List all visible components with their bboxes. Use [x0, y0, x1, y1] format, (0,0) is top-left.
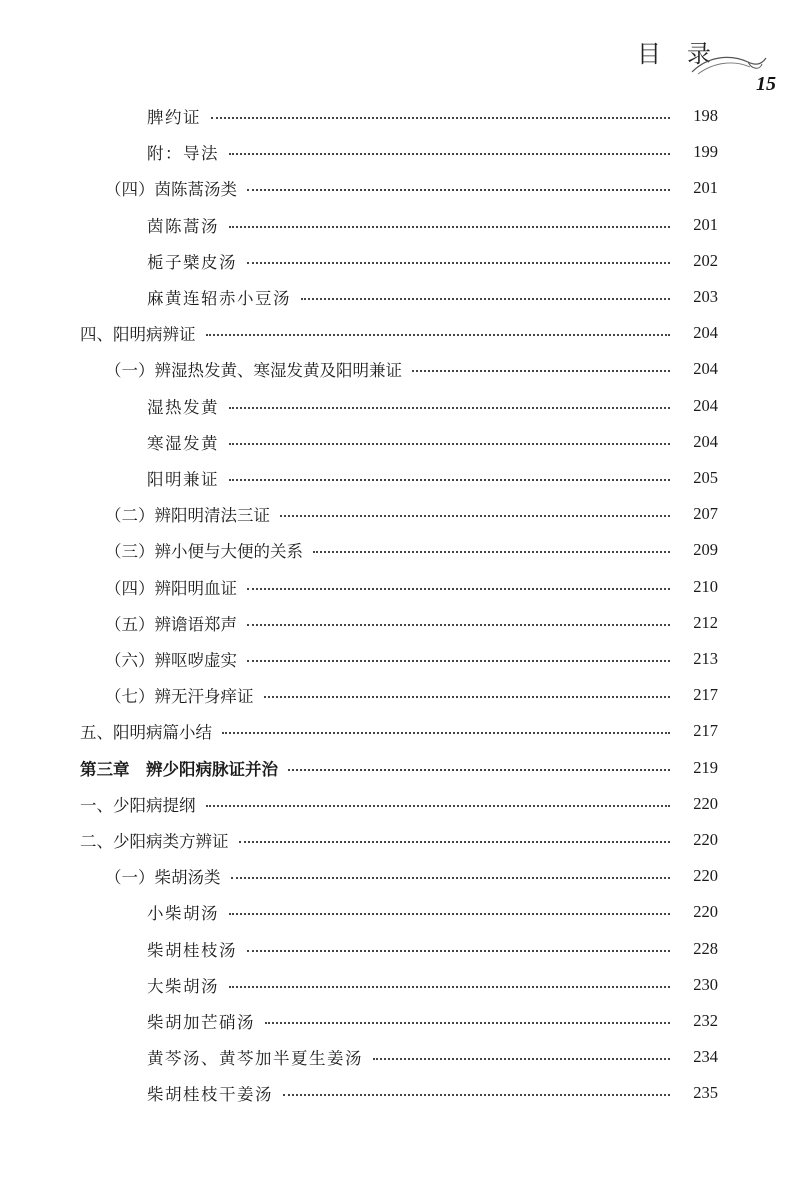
toc-entry[interactable]	[147, 931, 718, 967]
toc-entry-page: 203	[693, 287, 718, 306]
toc-entry-title: 大柴胡汤	[147, 976, 219, 996]
toc-entry-page: 202	[693, 250, 718, 270]
toc-entry[interactable]	[147, 894, 718, 930]
toc-entry-page: 232	[693, 1011, 718, 1030]
toc-entry-page: 209	[693, 540, 718, 560]
header-title: 目录	[637, 40, 737, 68]
toc-entry[interactable]	[80, 713, 718, 749]
toc-entry[interactable]	[80, 315, 718, 351]
dot-leader	[373, 1054, 670, 1060]
toc-entry[interactable]	[80, 750, 718, 786]
dot-leader	[247, 620, 670, 626]
toc-entry[interactable]	[147, 1039, 718, 1075]
toc-entry-title: （六）辨呕哕虚实	[105, 651, 237, 670]
toc-entry-page: 234	[693, 1047, 718, 1067]
toc-entry-title: （一）柴胡汤类	[105, 868, 221, 888]
toc-entry[interactable]	[147, 460, 718, 496]
dot-leader	[229, 475, 670, 481]
dot-leader	[222, 728, 670, 734]
toc-entry-page: 201	[693, 214, 718, 234]
toc-entry-title: 一、少阳病提纲	[80, 795, 196, 815]
toc-entry-title: 小柴胡汤	[147, 904, 219, 924]
page-number: 15	[756, 73, 776, 95]
toc-entry-title: （三）辨小便与大便的关系	[105, 542, 303, 562]
toc-entry-page: 205	[693, 468, 718, 487]
toc-entry-title: 第三章 辨少阳病脉证并治	[80, 759, 278, 779]
toc-entry-page: 204	[693, 395, 718, 415]
toc-entry-page: 220	[693, 902, 718, 922]
toc-entry-title: （一）辨湿热发黄、寒湿发黄及阳明兼证	[105, 361, 402, 381]
toc-entry[interactable]	[80, 822, 718, 858]
toc-entry-title: （二）辨阳明清法三证	[105, 506, 270, 526]
dot-leader	[239, 837, 671, 843]
toc-entry[interactable]	[147, 207, 718, 243]
toc-entry-page: 198	[693, 106, 718, 125]
toc-entry[interactable]	[147, 134, 718, 170]
dot-leader	[229, 403, 670, 409]
toc-entry-page: 220	[693, 830, 718, 849]
toc-entry[interactable]	[147, 279, 718, 315]
toc-entry-page: 204	[693, 359, 718, 379]
dot-leader	[412, 366, 670, 372]
dot-leader	[288, 765, 670, 771]
dot-leader	[229, 909, 670, 915]
toc-entry-title: 湿热发黄	[147, 397, 219, 417]
toc-entry-page: 199	[693, 142, 718, 162]
dot-leader	[265, 1018, 670, 1024]
dot-leader	[229, 149, 670, 155]
toc-entry-title: （四）辨阳明血证	[105, 578, 237, 598]
toc-entry-page: 212	[693, 612, 718, 632]
dot-leader	[247, 584, 670, 590]
toc-entry-title: 茵陈蒿汤	[147, 216, 219, 236]
toc-entry-title: 脾约证	[147, 108, 201, 127]
toc-entry[interactable]	[105, 532, 718, 568]
dot-leader	[283, 1090, 670, 1096]
toc-entry-title: （四）茵陈蒿汤类	[105, 180, 237, 200]
page-header	[0, 0, 800, 110]
toc-entry-page: 210	[693, 576, 718, 596]
toc-entry-title: 四、阳明病辨证	[80, 325, 196, 345]
toc-entry-page: 235	[693, 1083, 718, 1103]
dot-leader	[206, 801, 671, 807]
toc-entry-title: 柴胡桂枝干姜汤	[147, 1085, 273, 1105]
toc-entry[interactable]	[105, 641, 718, 677]
toc-entry-title: 黄芩汤、黄芩加半夏生姜汤	[147, 1049, 363, 1069]
toc-entry-page: 201	[693, 178, 718, 198]
toc-entry-title: （五）辨谵语郑声	[105, 614, 237, 634]
dot-leader	[313, 547, 670, 553]
dot-leader	[247, 946, 670, 952]
toc-entry-page: 220	[693, 793, 718, 813]
dot-leader	[264, 692, 671, 698]
dot-leader	[206, 330, 671, 336]
toc-entry[interactable]	[147, 98, 718, 134]
toc-entry-page: 213	[693, 649, 718, 668]
toc-entry-title: 寒湿发黄	[147, 433, 219, 453]
toc-entry-title: 附：导法	[147, 144, 219, 164]
dot-leader	[247, 656, 670, 662]
toc-entry-title: 柴胡加芒硝汤	[147, 1013, 255, 1032]
toc-entry[interactable]	[147, 243, 718, 279]
dot-leader	[229, 222, 670, 228]
dot-leader	[301, 294, 670, 300]
dot-leader	[229, 982, 670, 988]
toc-entry[interactable]	[105, 677, 718, 713]
toc-entry[interactable]	[105, 351, 718, 387]
toc-entry-title: （七）辨无汗身痒证	[105, 687, 254, 707]
toc-entry-page: 207	[693, 504, 718, 524]
toc-entry[interactable]	[105, 170, 718, 206]
toc-entry-page: 204	[693, 323, 718, 343]
toc-entry-title: 麻黄连轺赤小豆汤	[147, 289, 291, 308]
dot-leader	[247, 258, 670, 264]
toc-entry[interactable]	[147, 424, 718, 460]
toc-entry-page: 217	[693, 721, 718, 741]
toc-entry[interactable]	[147, 1075, 718, 1111]
toc-entry-title: 五、阳明病篇小结	[80, 723, 212, 743]
dot-leader	[247, 185, 670, 191]
toc-entry-title: 阳明兼证	[147, 470, 219, 489]
toc-entry-page: 217	[693, 685, 718, 705]
toc-entry-page: 220	[693, 866, 718, 886]
toc-entry-page: 204	[693, 431, 718, 451]
toc-entry[interactable]	[105, 858, 718, 894]
toc-entry[interactable]	[105, 605, 718, 641]
toc-entry-title: 柴胡桂枝汤	[147, 940, 237, 960]
dot-leader	[211, 113, 670, 119]
toc-entry[interactable]	[147, 388, 718, 424]
dot-leader	[231, 873, 671, 879]
toc-entry-page: 228	[693, 938, 718, 958]
toc-entry-page: 219	[693, 757, 718, 777]
toc-entry[interactable]	[105, 496, 718, 532]
toc-entry[interactable]	[80, 786, 718, 822]
toc-entry-page: 230	[693, 974, 718, 994]
dot-leader	[280, 511, 670, 517]
toc-entry[interactable]	[147, 967, 718, 1003]
dot-leader	[229, 439, 670, 445]
toc-entry-title: 栀子檗皮汤	[147, 252, 237, 272]
toc-entry[interactable]	[105, 569, 718, 605]
toc-entry[interactable]	[147, 1003, 718, 1039]
toc-entry-title: 二、少阳病类方辨证	[80, 832, 229, 851]
